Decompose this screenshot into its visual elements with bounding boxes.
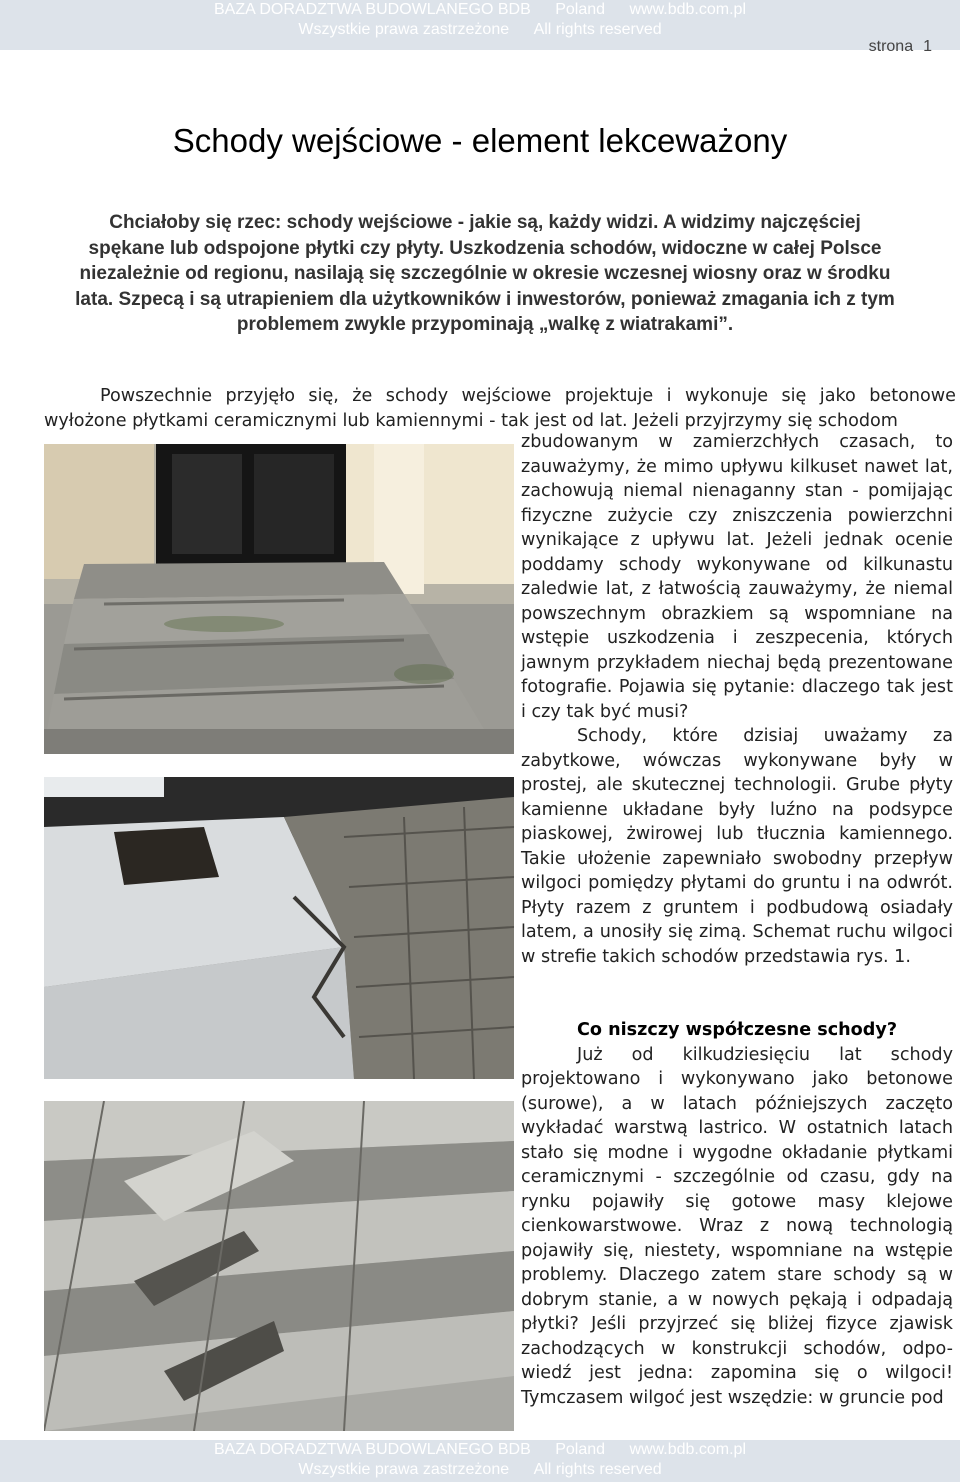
lead-paragraph: Chciałoby się rzec: schody wejściowe - jakie są, każdy widzi. A widzimy najczęściej spękane lub odspojone płytki czy płyty. Uszkodzenia schodów, widoczne w całej Polsce niezależnie od regionu, nasilają się szczególnie w okresie wczesnej wiosny oraz w środku lata. Szpecą i są utrapieniem dla użytkowników i inwestorów, ponieważ zmagania ich z tym problemem zwykle przypominają „walkę z wiatrakami”. <box>75 212 895 335</box>
section-heading: Co niszczy współczesne schody? <box>577 1020 898 1040</box>
footer-line-1 <box>0 1440 960 1460</box>
footer-rights-pl: Wszystkie prawa zastrzeżone <box>298 1461 510 1478</box>
page-number <box>869 38 932 56</box>
right-column-upper <box>521 430 953 969</box>
header-website-link[interactable]: www.bdb.com.pl <box>629 1 746 18</box>
photo-old-entrance-stairs <box>44 444 514 754</box>
header-country: Poland <box>555 1 606 18</box>
footer-line-2 <box>0 1460 960 1480</box>
right-column-lower <box>521 1018 953 1410</box>
header-rights-pl: Wszystkie prawa zastrzeżone <box>298 21 510 38</box>
header-company: BAZA DORADZTWA BUDOWLANEGO BDB <box>213 1 531 18</box>
footer-country: Poland <box>555 1441 606 1458</box>
page-number-label: strona <box>868 38 914 55</box>
header-line-2 <box>0 20 960 40</box>
intro-paragraph: Powszechnie przyjęło się, że schody wejściowe projektuje i wykonuje się jako betonowe wyłożone płytkami ceramicznymi lub kamiennymi - tak jest od lat. Jeżeli przyjrzymy się schodom <box>44 386 956 431</box>
footer-band <box>0 1440 960 1482</box>
page-title: Schody wejściowe - element lekceważony <box>172 122 788 159</box>
paragraph-modern-stairs: Już od kilkudziesięciu lat schody projektowano i wykonywano jako betonowe (surowe), a w latach późniejszych zaczęto wykładać warstwą lastrico. W ostatnich latach stało się modne i wygodne okładanie płytkami ceramicznymi - szczególnie od czasu, gdy na rynku pojawiły się gotowe masy klejowe cienkowarstwowe. Wraz z nową technologią pojawiły się, niestety, wspomniane na wstępie problemy. Dlaczego zatem stare schody są w dobrym stanie, a w nowych pękają i odpadają płytki? Jeśli przyjrzeć się bliżej fizyce zjawisk zachodzących w konstrukcji schodów, odpo-wiedź jest jedna: zapomina się o wilgoci! Tymczasem wilgoć jest wszędzie: w gruncie pod <box>521 1044 953 1408</box>
header-rights-en: All rights reserved <box>533 21 662 38</box>
header-band <box>0 0 960 50</box>
paragraph-old-technology: Schody, które dzisiaj uważamy za zabytkowe, wówczas wykonywane były w prostej, ale skutecznej technologii. Grube płyty kamienne układane były luźno na podsypce piaskowej, żwirowej lub tłucznia kamiennego. Takie ułożenie zapewniało swobodny przepływ wilgoci pomiędzy płytami do gruntu i na odwrót. Płyty razem z gruntem i podbudową osiadały latem, a unosiły się zimą. Schemat ruchu wilgoci w strefie takich schodów przedstawia rys. 1. <box>521 726 953 967</box>
footer-website-link[interactable]: www.bdb.com.pl <box>629 1441 746 1458</box>
photo-cracked-landing-snow <box>44 777 514 1079</box>
header-line-1 <box>0 0 960 20</box>
page-number-value: 1 <box>923 38 932 55</box>
paragraph-old-stairs: zbudowanym w zamierzchłych czasach, to zauważymy, że mimo upływu kilkuset nawet lat, zachowują niemal nienaganny stan - pomijając fizyczne zużycie czy zniszczenia powierzchni wynikające z upływu lat. Jeżeli jednak ocenie poddamy schody wykonywane od kilkunastu zaledwie lat, z łatwością zauważymy, że niemal powszechnym obrazkiem są wspomniane na wstępie uszkodzenia i zeszpecenia, których jawnym przykładem niechaj będą prezentowane fotografie. Pojawia się pytanie: dlaczego tak jest i czy tak być musi? <box>521 432 953 722</box>
photo-damaged-terrazzo-stairs <box>44 1101 514 1431</box>
footer-company: BAZA DORADZTWA BUDOWLANEGO BDB <box>213 1441 531 1458</box>
footer-rights-en: All rights reserved <box>533 1461 662 1478</box>
